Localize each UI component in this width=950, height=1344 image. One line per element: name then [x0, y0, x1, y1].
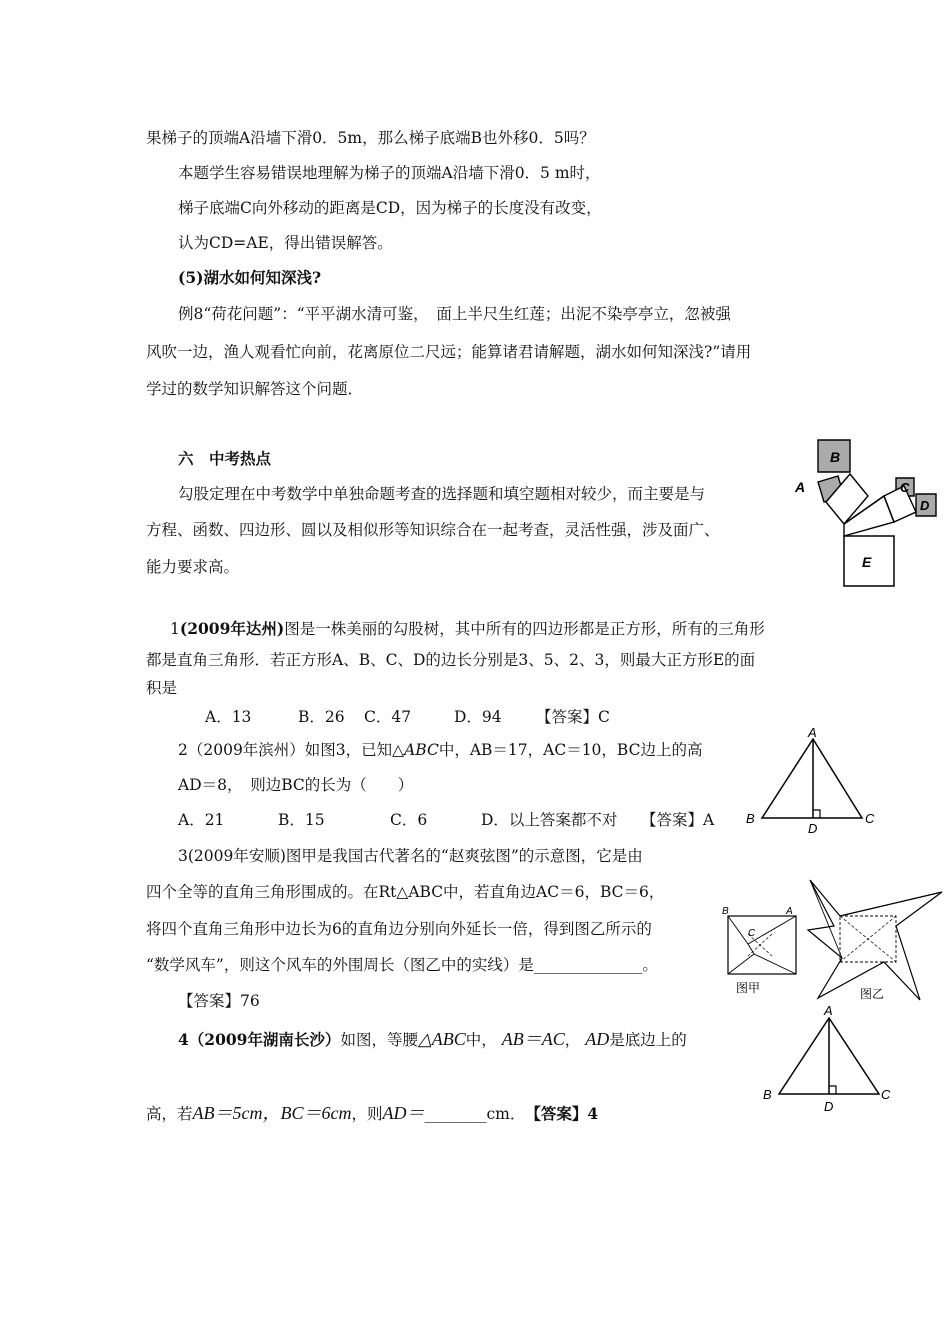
q2-option-b: B．15	[278, 811, 325, 829]
intro-line-2: 本题学生容易错误地理解为梯子的顶端A沿墙下滑0．5 m时，	[178, 164, 601, 182]
q1-line-3: 积是	[146, 679, 178, 697]
jia-label-a: A	[786, 906, 793, 917]
label-e: E	[862, 554, 872, 570]
jia-label-b: B	[722, 906, 729, 917]
figure-yi-caption: 图乙	[860, 987, 885, 1001]
intro-line-3: 梯子底端C向外移动的距离是CD，因为梯子的长度没有改变，	[178, 199, 602, 217]
label-c: C	[900, 480, 910, 495]
q4-text-2: 中，	[465, 1031, 497, 1049]
q4-math-1: △ABC	[417, 1029, 466, 1049]
q4-text-1: 如图，等腰	[340, 1031, 418, 1049]
tri1-label-b: B	[746, 811, 755, 826]
tri1-label-d: D	[808, 821, 818, 836]
q4-text-7: ________cm．	[424, 1105, 518, 1123]
triangle-figure-2	[758, 1000, 898, 1118]
q1-line-1	[170, 619, 765, 639]
section-6-line-2: 方程、函数、四边形、圆以及相似形等知识综合在一起考查，灵活性强，涉及面广、	[146, 521, 720, 539]
section-5-line-3: 学过的数学知识解答这个问题．	[146, 380, 364, 398]
q2-option-a: A．21	[178, 811, 225, 829]
tri2-label-d: D	[824, 1099, 834, 1114]
figure-yi	[808, 880, 942, 1001]
q4-text-3: ，	[564, 1031, 581, 1049]
tri2-label-c: C	[881, 1087, 891, 1102]
q1-source: (2009年达州)	[179, 619, 285, 638]
jia-label-c: C	[748, 928, 756, 939]
triangle-figure-1	[740, 724, 880, 839]
q4-math-2: AB＝AC	[501, 1029, 565, 1049]
q2-option-d: D．以上答案都不对	[481, 811, 618, 829]
section-5-heading: (5)湖水如何知深浅?	[178, 268, 322, 287]
intro-line-4: 认为CD=AE，得出错误解答。	[178, 234, 393, 252]
q4-title: 4（2009年湖南长沙）	[178, 1030, 341, 1049]
q1-option-c: C．47	[364, 708, 412, 726]
q1-text-1: 图是一株美丽的勾股树，其中所有的四边形都是正方形，所有的三角形	[284, 620, 765, 638]
q2-text-1c: 中，AB＝17，AC＝10，BC边上的高	[438, 741, 703, 759]
q4-answer: 【答案】4	[533, 1104, 599, 1123]
windmill-figures	[714, 874, 950, 1004]
q2-line-1	[178, 740, 702, 760]
q3-line-3: 将四个直角三角形中边长为6的直角边分别向外延长一倍，得到图乙所示的	[146, 920, 652, 938]
q2-text-1a: 2（2009年滨州）如图3，已知△	[178, 741, 405, 759]
q1-answer: 【答案】C	[536, 708, 610, 726]
intro-line-1: 果梯子的顶端A沿墙下滑0．5m，那么梯子底端B也外移0．5吗？	[146, 129, 595, 147]
q4-text-5: 高，若	[146, 1105, 193, 1123]
q1-number: 1	[170, 620, 180, 638]
q2-text-1b: ABC	[404, 741, 439, 759]
tri1-label-a: A	[808, 725, 817, 740]
q4-line-1	[178, 1026, 687, 1053]
figure-jia-caption: 图甲	[736, 981, 761, 995]
pythagoras-tree-figure	[790, 436, 940, 588]
q4-math-4: AB＝5cm，BC＝6cm	[192, 1103, 352, 1123]
q4-text-6: ，则	[351, 1105, 383, 1123]
q3-line-1: 3(2009年安顺)图甲是我国古代著名的“赵爽弦图”的示意图，它是由	[178, 847, 643, 865]
q2-option-c: C．6	[390, 811, 428, 829]
tri2-label-a: A	[824, 1003, 833, 1018]
q1-option-d: D．94	[454, 708, 502, 726]
q1-line-2: 都是直角三角形．若正方形A、B、C、D的边长分别是3、5、2、3，则最大正方形E的面	[146, 651, 756, 669]
q4-line-2	[146, 1100, 598, 1127]
label-b: B	[830, 449, 841, 465]
q3-line-2: 四个全等的直角三角形围成的。在Rt△ABC中，若直角边AC＝6，BC＝6，	[146, 883, 665, 901]
q2-answer: 【答案】A	[641, 811, 715, 829]
tri1-label-c: C	[865, 811, 875, 826]
section-6-heading: 六 中考热点	[178, 449, 272, 468]
q4-math-5: AD＝	[382, 1103, 425, 1123]
q3-line-4: “数学风车”，则这个风车的外围周长（图乙中的实线）是______________。	[146, 956, 658, 974]
q4-text-4: 是底边上的	[609, 1031, 687, 1049]
q1-option-b: B．26	[298, 708, 345, 726]
tri2-label-b: B	[763, 1087, 772, 1102]
section-6-line-3: 能力要求高。	[146, 558, 240, 576]
q1-option-a: A．13	[205, 708, 252, 726]
q3-answer: 【答案】76	[178, 992, 260, 1010]
q2-line-2: AD＝8， 则边BC的长为（ ）	[178, 776, 414, 794]
section-5-line-1: 例8“荷花问题”：“平平湖水清可鉴， 面上半尺生红莲；出泥不染亭亭立，忽被强	[178, 305, 731, 323]
section-6-line-1: 勾股定理在中考数学中单独命题考查的选择题和填空题相对较少，而主要是与	[178, 485, 706, 503]
section-5-line-2: 风吹一边，渔人观看忙向前，花离原位二尺远；能算诸君请解题，湖水如何知深浅?”请用	[146, 343, 752, 361]
q4-math-3: AD	[585, 1029, 610, 1049]
label-a: A	[795, 479, 806, 495]
figure-jia	[722, 906, 796, 995]
label-d: D	[920, 498, 930, 513]
